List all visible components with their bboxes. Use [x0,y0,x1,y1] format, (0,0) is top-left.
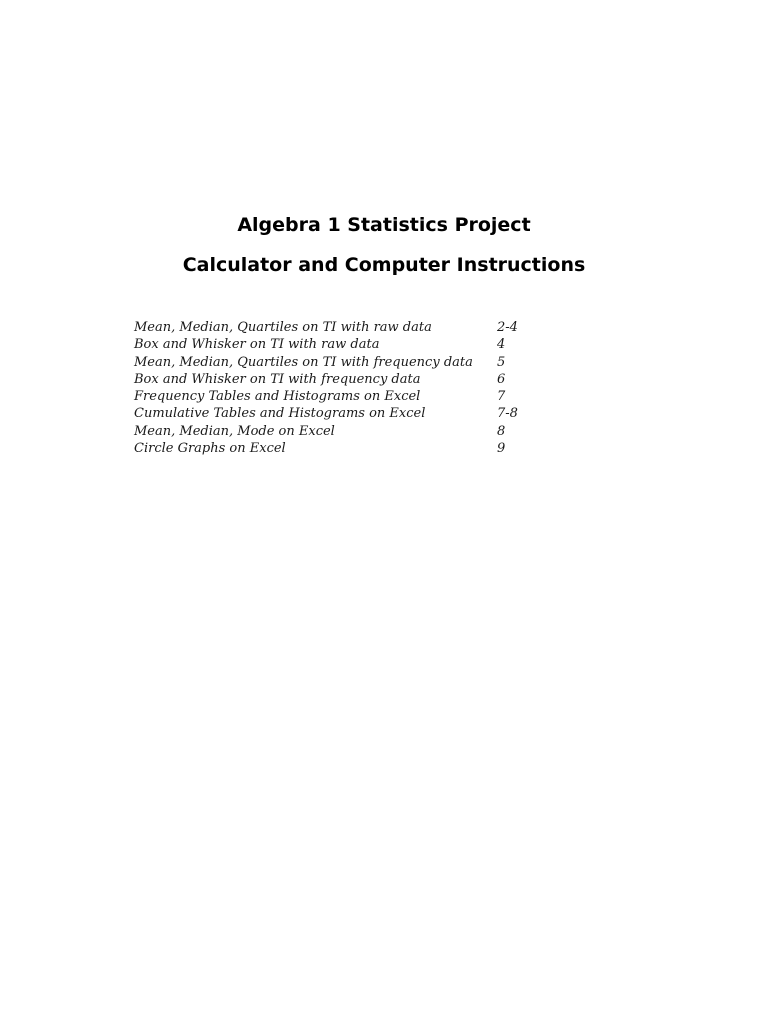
contents-entry-pages: 2-4 [497,320,518,335]
contents-entry-label: Box and Whisker on TI with frequency data [134,371,421,387]
contents-entry-label: Circle Graphs on Excel [134,441,286,457]
document-subtitle: Calculator and Computer Instructions [182,254,586,276]
contents-entry-pages: 5 [497,354,506,370]
contents-entry-label: Mean, Median, Quartiles on TI with raw data [134,320,432,335]
document-title: Algebra 1 Statistics Project [237,214,531,236]
contents-entry [134,423,554,440]
contents-entry-pages: 4 [497,337,506,353]
contents-entry-pages: 8 [497,423,506,439]
contents-entry [134,354,554,371]
contents-entry-label: Mean, Median, Quartiles on TI with frequency data [134,354,473,370]
contents-entry-pages: 7 [497,389,506,405]
contents-entry [134,371,554,388]
contents-entry-label: Frequency Tables and Histograms on Excel [134,389,421,405]
contents-entry [134,405,554,422]
contents-entry [134,336,554,353]
contents-entry [134,319,554,336]
contents-entry [134,388,554,405]
contents-entry-label: Mean, Median, Mode on Excel [134,423,335,439]
contents-entry-label: Cumulative Tables and Histograms on Excel [134,406,426,422]
contents-entry-pages: 7-8 [497,406,518,422]
contents-entry-label: Box and Whisker on TI with raw data [134,337,380,353]
contents-entry-pages: 9 [497,441,506,457]
table-of-contents [134,319,554,457]
contents-entry-pages: 6 [497,371,506,387]
contents-entry [134,440,554,457]
